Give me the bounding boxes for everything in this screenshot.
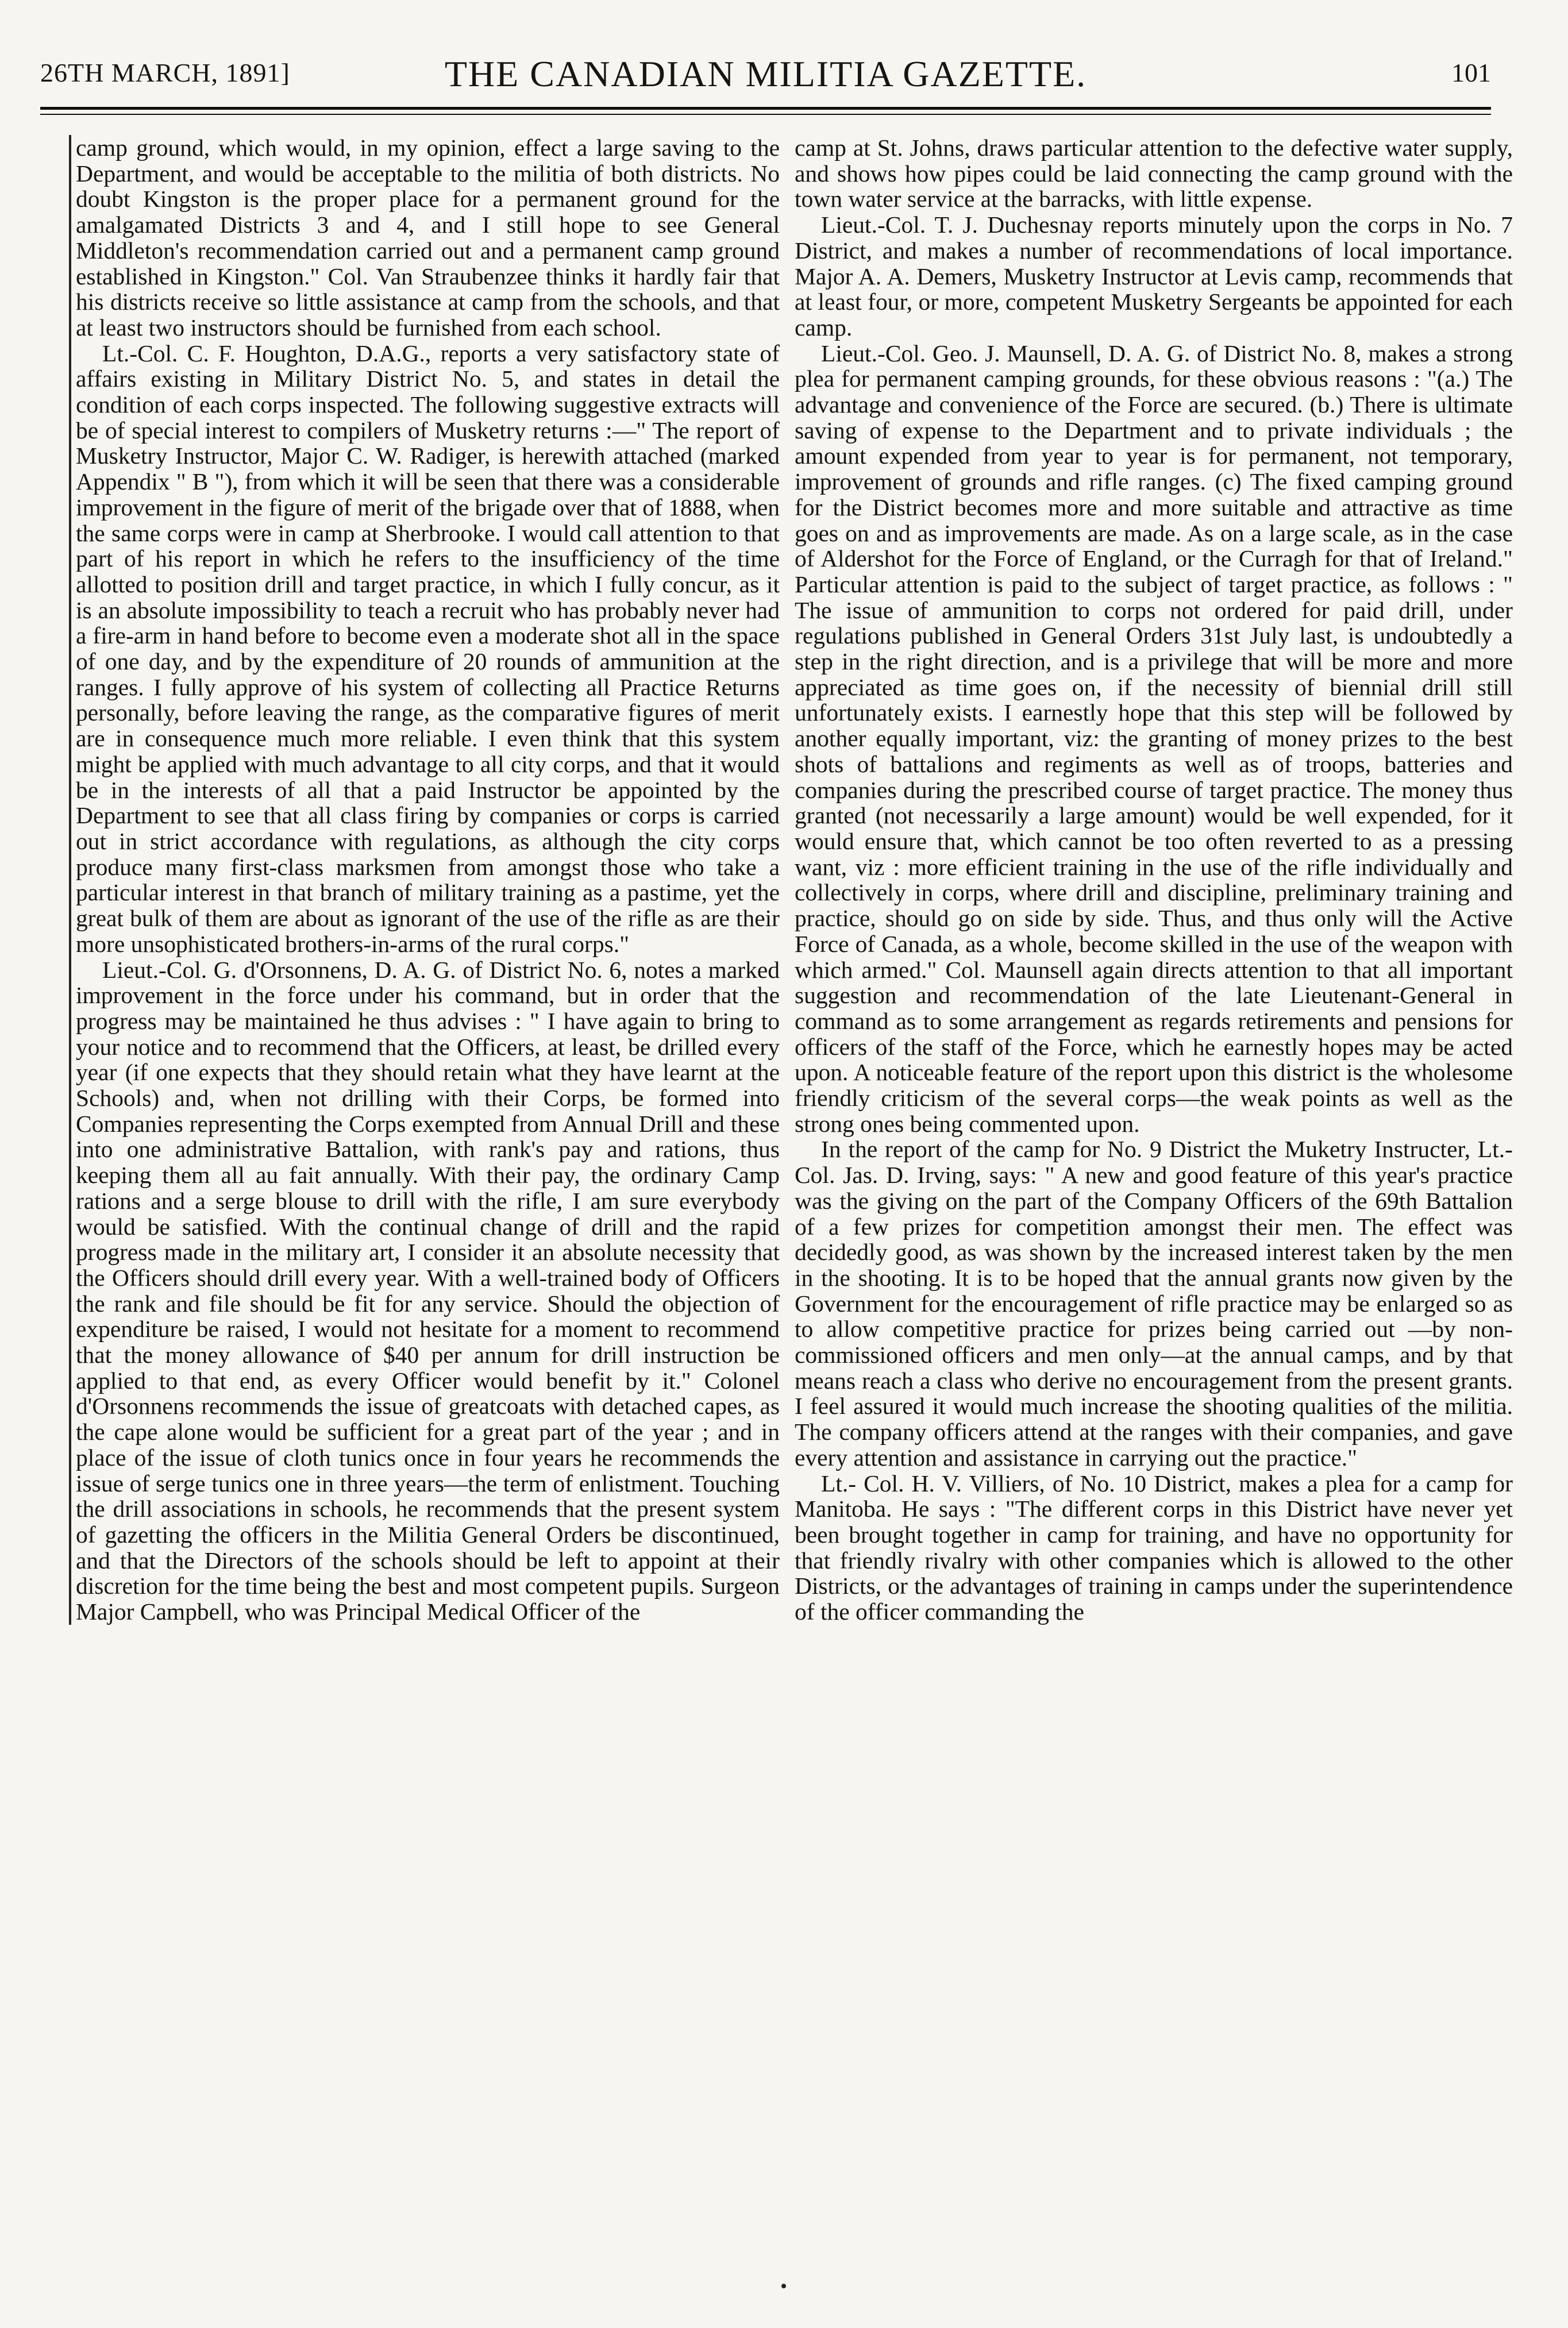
right-column <box>795 135 1513 1625</box>
paragraph: camp ground, which would, in my opinion, effect a large saving to the Department, and would be acceptable to the militia of both districts. No doubt Kingston is the proper place for a permanent ground for the amalgamated Districts 3 and 4, and I still hope to see General Middleton's recommendation carried out and a permanent camp ground established in Kingston." Col. Van Straubenzee thinks it hardly fair that his districts receive so little assistance at camp from the schools, and that at least two instructors should be furnished from each school. <box>76 134 780 341</box>
footer-dot <box>781 2284 786 2288</box>
left-column <box>69 135 780 1625</box>
paragraph: Lt.- Col. H. V. Villiers, of No. 10 District, makes a plea for a camp for Manitoba. He says : "The different corps in this District have never yet been brought together in camp for training, and have no opportunity for that friendly rivalry with other companies which is allowed to the other Districts, or the advantages of training in camps under the superintendence of the officer commanding the <box>795 1470 1513 1625</box>
paragraph: Lieut.-Col. Geo. J. Maunsell, D. A. G. of District No. 8, makes a strong plea for permanent camping grounds, for these obvious reasons : "(a.) The advantage and convenience of the Force are secured. (b.) There is ultimate saving of expense to the Department and to private individuals ; the amount expended from year to year is for permanent, not temporary, improvement of grounds and rifle ranges. (c) The fixed camping ground for the District becomes more and more suitable and attractive as time goes on and as improvements are made. As on a large scale, as in the case of Aldershot for the Force of England, or the Curragh for that of Ireland." Particular attention is paid to the subject of target practice, as follows : " The issue of ammunition to corps not ordered for paid drill, under regulations published in General Orders 31st July last, is undoubtedly a step in the right direction, and is a privilege that will be more and more appreciated as time goes on, if the necessity of biennial drill still unfortunately exists. I earnestly hope that this step will be followed by another equally important, viz: the granting of money prizes to the best shots of battalions and regiments as well as of troops, batteries and companies during the prescribed course of target practice. The money thus granted (not necessarily a large amount) would be well expended, for it would ensure that, which cannot be too often reverted to as a pressing want, viz : more efficient training in the use of the rifle individually and collectively in corps, where drill and discipline, preliminary training and practice, should go on side by side. Thus, and thus only will the Active Force of Canada, as a whole, become skilled in the use of the weapon with which armed." Col. Maunsell again directs attention to that all important suggestion and recommendation of the late Lieutenant-General in command as to some arrangement as regards retirements and pensions for officers of the staff of the Force, which he earnestly hopes may be acted upon. A noticeable feature of the report upon this district is the wholesome friendly criticism of the several corps—the weak points as well as the strong ones being commented upon. <box>795 340 1513 1137</box>
paragraph: In the report of the camp for No. 9 District the Muketry Instructer, Lt.-Col. Jas. D. Irving, says: " A new and good feature of this year's practice was the giving on the part of the Company Officers of the 69th Battalion of a few prizes for competition amongst their men. The effect was decidedly good, as was shown by the increased interest taken by the men in the shooting. It is to be hoped that the annual grants now given by the Government for the encouragement of rifle practice may be enlarged so as to allow competitive practice for prizes being carried out —by non-commissioned officers and men only—at the annual camps, and by that means reach a class who derive no encouragement from the present grants. I feel assured it would much increase the shooting qualities of the militia. The company officers attend at the ranges with their companies, and gave every attention and assistance in carrying out the practice." <box>795 1136 1513 1471</box>
page-header <box>40 53 1491 99</box>
header-rule-thick <box>40 107 1491 110</box>
paragraph: Lieut.-Col. G. d'Orsonnens, D. A. G. of District No. 6, notes a marked improvement in the force under his command, but in order that the progress may be maintained he thus advises : " I have again to bring to your notice and to recommend that the Officers, at least, be drilled every year (if one expects that they should retain what they have learnt at the Schools) and, when not drilling with their Corps, be formed into Companies representing the Corps exempted from Annual Drill and these into one administrative Battalion, with rank's pay and rations, thus keeping them all au fait annually. With their pay, the ordinary Camp rations and a serge blouse to drill with the rifle, I am sure everybody would be satisfied. With the continual change of drill and the rapid progress made in the military art, I consider it an absolute necessity that the Officers should drill every year. With a well-trained body of Officers the rank and file should be fit for any service. Should the objection of expenditure be raised, I would not hesitate for a moment to recommend that the money allowance of $40 per annum for drill instruction be applied to that end, as every Officer would benefit by it." Colonel d'Orsonnens recommends the issue of greatcoats with detached capes, as the cape alone would be sufficient for a great part of the year ; and in place of the issue of cloth tunics once in four years he recommends the issue of serge tunics one in three years—the term of enlistment. Touching the drill associations in schools, he recommends that the present system of gazetting the officers in the Militia General Orders be discontinued, and that the Directors of the schools should be left to appoint at their discretion for the time being the best and most competent pupils. Surgeon Major Campbell, who was Principal Medical Officer of the <box>76 956 780 1625</box>
header-rule-thin <box>40 114 1491 115</box>
paragraph: camp at St. Johns, draws particular attention to the defective water supply, and shows how pipes could be laid connecting the camp ground with the town water service at the barracks, with little expense. <box>795 134 1513 213</box>
issue-date: 26TH MARCH, 1891] <box>40 58 290 87</box>
publication-title: THE CANADIAN MILITIA GAZETTE. <box>444 53 1087 94</box>
page-number: 101 <box>1451 58 1491 87</box>
paragraph: Lt.-Col. C. F. Houghton, D.A.G., reports a very satisfactory state of affairs existing in Military District No. 5, and states in detail the condition of each corps inspected. The following suggestive extracts will be of special interest to compilers of Musketry returns :—" The report of Musketry Instructor, Major C. W. Radiger, is herewith attached (marked Appendix " B "), from which it will be seen that there was a considerable improvement in the figure of merit of the brigade over that of 1888, when the same corps were in camp at Sherbrooke. I would call attention to that part of his report in which he refers to the insufficiency of the time allotted to position drill and target practice, in which I fully concur, as it is an absolute impossibility to teach a recruit who has probably never had a fire-arm in hand before to become even a moderate shot all in the space of one day, and by the expenditure of 20 rounds of ammunition at the ranges. I fully approve of his system of collecting all Practice Returns personally, before leaving the range, as the comparative figures of merit are in consequence much more reliable. I even think that this system might be applied with much advantage to all city corps, and that it would be in the interests of all that a paid Instructor be appointed by the Department to see that all class firing by companies or corps is carried out in strict accordance with regulations, as although the city corps produce many first-class marksmen from amongst those who take a particular interest in that branch of military training as a pastime, yet the great bulk of them are about as ignorant of the use of the rifle as are their more unsophisticated brothers-in-arms of the rural corps." <box>76 340 780 957</box>
paragraph: Lieut.-Col. T. J. Duchesnay reports minutely upon the corps in No. 7 District, and makes a number of recommendations of local importance. Major A. A. Demers, Musketry Instructor at Levis camp, recommends that at least four, or more, competent Musketry Sergeants be appointed for each camp. <box>795 211 1513 341</box>
